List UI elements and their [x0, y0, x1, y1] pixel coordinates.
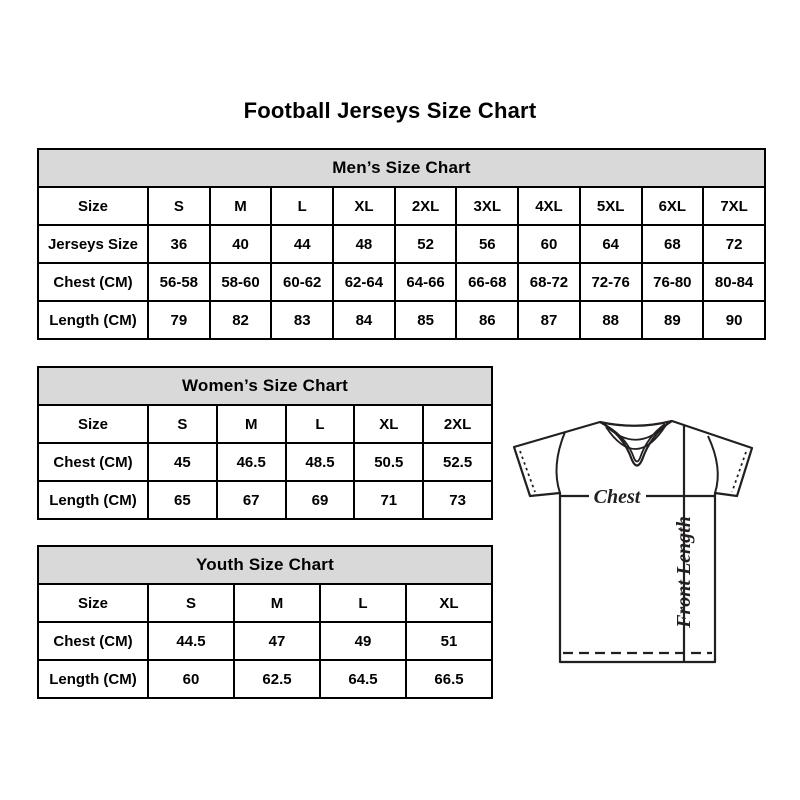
- womens-length-row: [38, 481, 492, 519]
- mens-chest-cell: 60-62: [271, 263, 333, 301]
- youth-length-cell: 62.5: [234, 660, 320, 698]
- mens-chest-cell: 66-68: [456, 263, 518, 301]
- youth-chest-row-label: Chest (CM): [38, 622, 148, 660]
- mens-size-header-cell: 2XL: [395, 187, 457, 225]
- womens-size-table: [37, 366, 493, 520]
- youth-size-header-cell: L: [320, 584, 406, 622]
- mens-length-cell: 87: [518, 301, 580, 339]
- mens-table-header-row: [38, 149, 765, 187]
- mens-chest-cell: 76-80: [642, 263, 704, 301]
- womens-chest-cell: 45: [148, 443, 217, 481]
- womens-chest-cell: 46.5: [217, 443, 286, 481]
- mens-size-table: [37, 148, 766, 340]
- mens-jerseys-size-cell: 48: [333, 225, 395, 263]
- youth-chest-cell: 49: [320, 622, 406, 660]
- youth-chest-row: [38, 622, 492, 660]
- youth-length-cell: 66.5: [406, 660, 492, 698]
- mens-jerseys-size-cell: 56: [456, 225, 518, 263]
- mens-jerseys-size-cell: 52: [395, 225, 457, 263]
- page-title: Football Jerseys Size Chart: [243, 98, 537, 123]
- mens-chest-cell: 64-66: [395, 263, 457, 301]
- mens-chest-cell: 72-76: [580, 263, 642, 301]
- womens-chest-row-label: Chest (CM): [38, 443, 148, 481]
- youth-chest-cell: 51: [406, 622, 492, 660]
- mens-length-cell: 79: [148, 301, 210, 339]
- mens-size-row-label: Size: [38, 187, 148, 225]
- mens-size-header-cell: 6XL: [642, 187, 704, 225]
- womens-table-header-row: [38, 367, 492, 405]
- youth-length-row-label: Length (CM): [38, 660, 148, 698]
- womens-size-header-cell: M: [217, 405, 286, 443]
- youth-length-cell: 64.5: [320, 660, 406, 698]
- mens-size-header-cell: L: [271, 187, 333, 225]
- mens-size-header-cell: XL: [333, 187, 395, 225]
- mens-length-cell: 84: [333, 301, 395, 339]
- mens-length-cell: 90: [703, 301, 765, 339]
- youth-length-row: [38, 660, 492, 698]
- mens-chest-cell: 68-72: [518, 263, 580, 301]
- womens-size-row: [38, 405, 492, 443]
- mens-length-cell: 85: [395, 301, 457, 339]
- mens-chest-cell: 80-84: [703, 263, 765, 301]
- mens-size-header-cell: M: [210, 187, 272, 225]
- womens-table-title: Women’s Size Chart: [38, 367, 492, 405]
- mens-size-header-cell: 4XL: [518, 187, 580, 225]
- womens-size-header-cell: XL: [354, 405, 423, 443]
- mens-jerseys-size-cell: 72: [703, 225, 765, 263]
- womens-chest-cell: 48.5: [286, 443, 355, 481]
- womens-chest-cell: 52.5: [423, 443, 492, 481]
- womens-length-row-label: Length (CM): [38, 481, 148, 519]
- youth-size-row: [38, 584, 492, 622]
- youth-table-header-row: [38, 546, 492, 584]
- mens-length-cell: 86: [456, 301, 518, 339]
- youth-size-header-cell: M: [234, 584, 320, 622]
- mens-jerseys-size-cell: 44: [271, 225, 333, 263]
- mens-length-cell: 88: [580, 301, 642, 339]
- womens-size-row-label: Size: [38, 405, 148, 443]
- mens-size-header-cell: 7XL: [703, 187, 765, 225]
- mens-jerseys-size-row-label: Jerseys Size: [38, 225, 148, 263]
- mens-chest-cell: 62-64: [333, 263, 395, 301]
- womens-length-cell: 71: [354, 481, 423, 519]
- youth-size-table: [37, 545, 493, 699]
- mens-jerseys-size-cell: 40: [210, 225, 272, 263]
- mens-length-row-label: Length (CM): [38, 301, 148, 339]
- mens-size-header-cell: 3XL: [456, 187, 518, 225]
- mens-jerseys-size-cell: 36: [148, 225, 210, 263]
- youth-size-row-label: Size: [38, 584, 148, 622]
- womens-size-header-cell: 2XL: [423, 405, 492, 443]
- mens-jerseys-size-cell: 64: [580, 225, 642, 263]
- youth-chest-cell: 47: [234, 622, 320, 660]
- front-length-measure-label: Front Length: [673, 516, 695, 628]
- womens-length-cell: 67: [217, 481, 286, 519]
- mens-chest-cell: 58-60: [210, 263, 272, 301]
- womens-length-cell: 65: [148, 481, 217, 519]
- mens-size-row: [38, 187, 765, 225]
- youth-size-header-cell: XL: [406, 584, 492, 622]
- womens-size-header-cell: S: [148, 405, 217, 443]
- jersey-diagram-svg: [505, 413, 765, 667]
- chest-measure-label: Chest: [593, 486, 641, 508]
- mens-jerseys-size-cell: 60: [518, 225, 580, 263]
- mens-jerseys-size-row: [38, 225, 765, 263]
- youth-length-cell: 60: [148, 660, 234, 698]
- womens-chest-cell: 50.5: [354, 443, 423, 481]
- youth-table-title: Youth Size Chart: [38, 546, 492, 584]
- womens-length-cell: 73: [423, 481, 492, 519]
- mens-length-cell: 89: [642, 301, 704, 339]
- youth-chest-cell: 44.5: [148, 622, 234, 660]
- mens-chest-cell: 56-58: [148, 263, 210, 301]
- youth-size-header-cell: S: [148, 584, 234, 622]
- mens-length-row: [38, 301, 765, 339]
- womens-length-cell: 69: [286, 481, 355, 519]
- mens-chest-row-label: Chest (CM): [38, 263, 148, 301]
- mens-table-title: Men’s Size Chart: [38, 149, 765, 187]
- mens-length-cell: 83: [271, 301, 333, 339]
- mens-length-cell: 82: [210, 301, 272, 339]
- mens-size-header-cell: S: [148, 187, 210, 225]
- womens-chest-row: [38, 443, 492, 481]
- mens-size-header-cell: 5XL: [580, 187, 642, 225]
- womens-size-header-cell: L: [286, 405, 355, 443]
- mens-chest-row: [38, 263, 765, 301]
- jersey-measurement-diagram: [505, 413, 765, 667]
- mens-jerseys-size-cell: 68: [642, 225, 704, 263]
